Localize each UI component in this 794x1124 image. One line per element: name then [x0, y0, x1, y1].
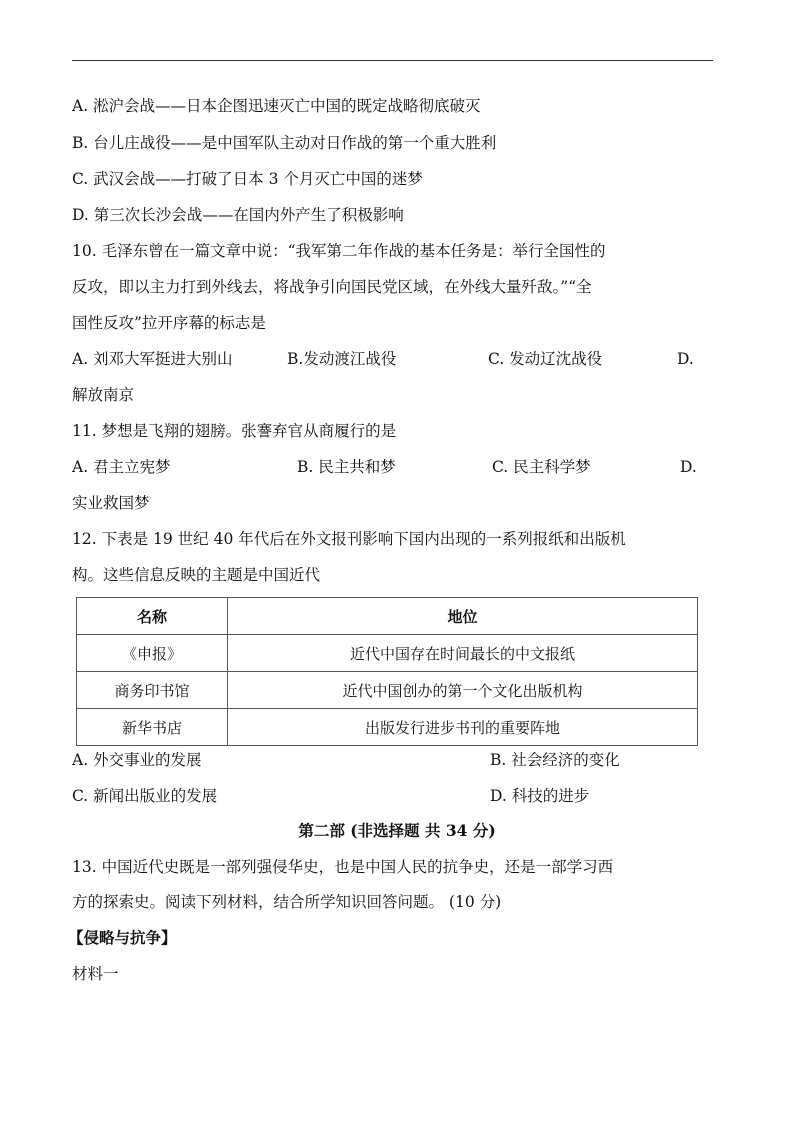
table-row: [77, 635, 698, 672]
table-header-status: 地位: [228, 598, 698, 635]
q11-option-d: D.: [680, 458, 697, 476]
q12-stem-line2: 构。这些信息反映的主题是中国近代: [72, 566, 321, 584]
header-rule: [72, 60, 713, 61]
q11-option-a: A. 君主立宪梦: [72, 458, 171, 476]
q10-stem-line2: 反攻，即以主力打到外线去，将战争引向国民党区域，在外线大量歼敌。”“全: [72, 278, 592, 296]
q10-option-c: C. 发动辽沈战役: [488, 350, 603, 368]
q10-stem-line3: 国性反攻”拉开序幕的标志是: [72, 314, 266, 332]
table-cell-name: 商务印书馆: [77, 672, 228, 709]
q12-option-c: C. 新闻出版业的发展: [72, 787, 218, 805]
q9-option-d: D. 第三次长沙会战——在国内外产生了积极影响: [72, 206, 404, 224]
q11-option-b: B. 民主共和梦: [297, 458, 396, 476]
table-row: [77, 672, 698, 709]
table-cell-status: 近代中国存在时间最长的中文报纸: [228, 635, 698, 672]
q11-option-c: C. 民主科学梦: [492, 458, 591, 476]
table-cell-name: 《申报》: [77, 635, 228, 672]
q12-stem-line1: 12. 下表是 19 世纪 40 年代后在外文报刊影响下国内出现的一系列报纸和出版机: [72, 530, 626, 548]
q12-option-a: A. 外交事业的发展: [72, 751, 202, 769]
q11-option-d-text: 实业救国梦: [72, 494, 150, 512]
q13-material-label: 材料一: [72, 965, 119, 983]
q11-stem: 11. 梦想是飞翔的翅膀。张謇弃官从商履行的是: [72, 422, 397, 440]
q9-option-c: C. 武汉会战——打破了日本 3 个月灭亡中国的迷梦: [72, 170, 423, 188]
table-cell-status: 出版发行进步书刊的重要阵地: [228, 709, 698, 746]
table-cell-name: 新华书店: [77, 709, 228, 746]
q13-section-heading: 【侵略与抗争】: [68, 928, 177, 947]
q13-stem-line1: 13. 中国近代史既是一部列强侵华史，也是中国人民的抗争史，还是一部学习西: [72, 858, 614, 876]
q12-option-d: D. 科技的进步: [490, 787, 590, 805]
q10-option-d: D.: [677, 350, 694, 368]
q10-option-d-text: 解放南京: [72, 386, 135, 404]
q12-option-b: B. 社会经济的变化: [490, 751, 620, 769]
q10-option-b: B.发动渡江战役: [287, 350, 397, 368]
q13-stem-line2: 方的探索史。阅读下列材料，结合所学知识回答问题。 (10 分): [72, 893, 502, 911]
q9-option-a: A. 淞沪会战——日本企图迅速灭亡中国的既定战略彻底破灭: [72, 97, 481, 115]
table-row: [77, 709, 698, 746]
q10-stem-line1: 10. 毛泽东曾在一篇文章中说：“我军第二年作战的基本任务是：举行全国性的: [72, 242, 606, 260]
q12-table: [76, 597, 698, 746]
q10-option-a: A. 刘邓大军挺进大别山: [72, 350, 233, 368]
q9-option-b: B. 台儿庄战役——是中国军队主动对日作战的第一个重大胜利: [72, 134, 497, 152]
table-header-name: 名称: [77, 598, 228, 635]
part2-title: 第二部 (非选择题 共 34 分): [298, 821, 496, 840]
table-cell-status: 近代中国创办的第一个文化出版机构: [228, 672, 698, 709]
table-header-row: [77, 598, 698, 635]
